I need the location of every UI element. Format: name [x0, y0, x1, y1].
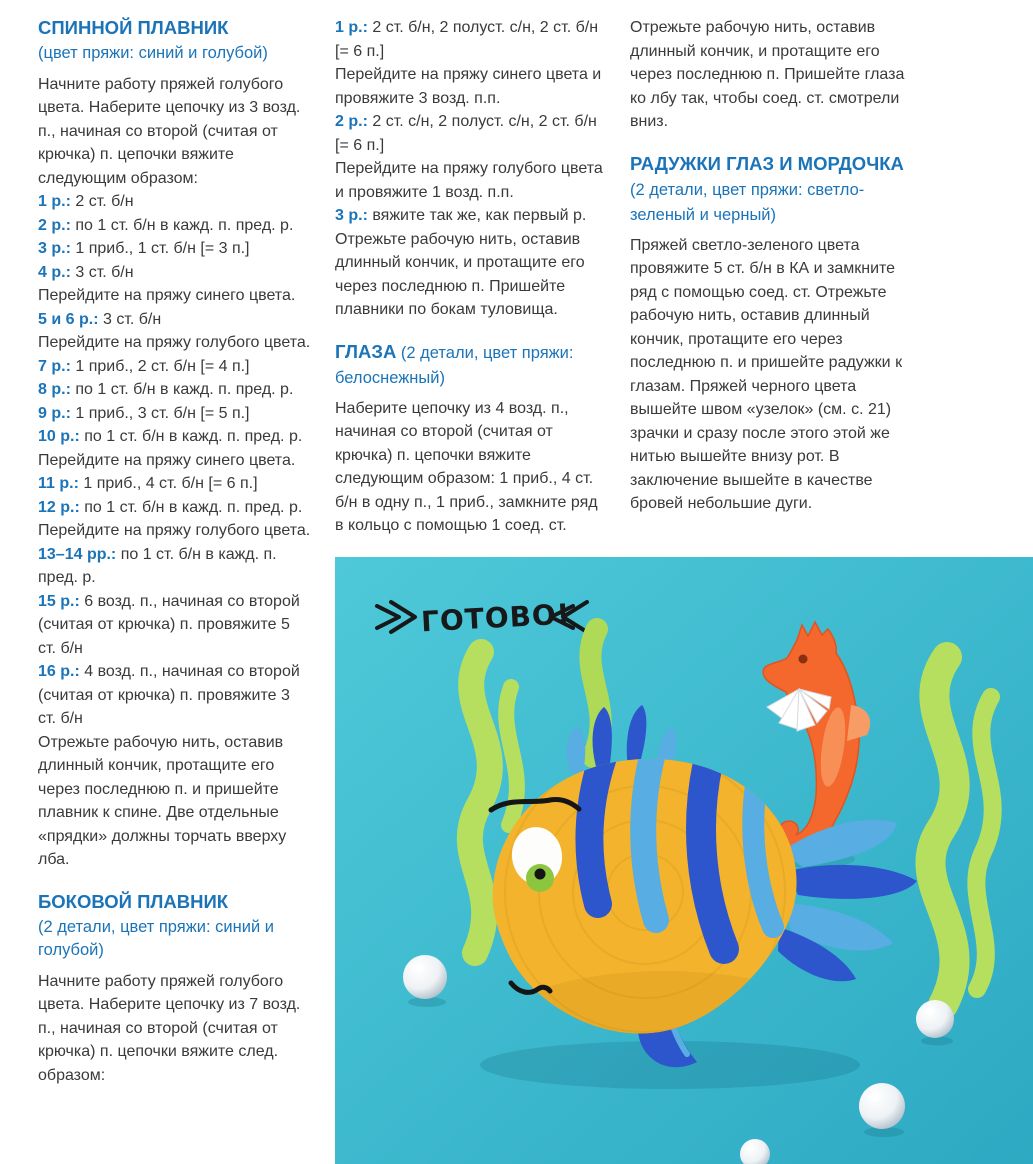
pattern-step	[38, 543, 311, 590]
step-label: 5 и 6 р.:	[38, 310, 103, 328]
finished-toy-photo-image	[335, 557, 1033, 1164]
pattern-step	[335, 110, 608, 157]
paragraph: Наберите цепочку из 4 возд. п., начиная со второй (считая от крючка) п. цепочки вяжите следующим образом: 1 приб., 4 ст. б/н в одну п., 1 приб., замкните ряд в кольцо с помощью 1 соед. ст.	[335, 399, 598, 534]
gotovo-text: ГОТОВО!	[420, 597, 572, 639]
step-label: 12 р.:	[38, 498, 85, 516]
pattern-step	[38, 496, 311, 520]
step-label: 1 р.:	[38, 193, 76, 210]
step-text: 2 ст. с/н, 2 полуст. с/н, 2 ст. б/н [= 6 п.]	[335, 113, 597, 154]
step-text: 1 приб., 4 ст. б/н [= 6 п.]	[83, 475, 258, 492]
step-text: 6 возд. п., начиная со второй (считая от крючка) п. провяжите 5 ст. б/н	[38, 592, 300, 657]
pattern-step	[38, 472, 311, 496]
paragraph: Отрежьте рабочую нить, оставив длинный кончик, и протащите его через последнюю п. Пришейте плавники по бокам туловища.	[335, 230, 585, 318]
step-text: 1 приб., 2 ст. б/н [= 4 п.]	[75, 357, 250, 375]
step-label: 3 р.:	[38, 240, 76, 257]
step-text: 3 ст. б/н	[75, 263, 134, 281]
step-text: 1 приб., 1 ст. б/н [= 3 п.]	[75, 240, 250, 257]
step-label: 3 р.:	[335, 207, 373, 224]
section-subheading: (цвет пряжи: синий и голубой)	[38, 44, 268, 62]
section-subheading: (2 детали, цвет пряжи: синий и голубой)	[38, 917, 274, 959]
step-text: 4 возд. п., начиная со второй (считая от крючка) п. провяжите 3 ст. б/н	[38, 663, 300, 727]
pattern-step	[38, 590, 311, 661]
paragraph: Начните работу пряжей голубого цвета. Наберите цепочку из 7 возд. п., начиная со второй (считая от крючка) п. цепочки вяжите след. образом:	[38, 972, 301, 1084]
step-text: 3 ст. б/н	[102, 310, 162, 328]
step-text: вяжите так же, как первый р.	[372, 207, 587, 224]
section-heading-title: ГЛАЗА	[335, 340, 397, 362]
section-heading-title: РАДУЖКИ ГЛАЗ И МОРДОЧКА	[630, 152, 904, 174]
pattern-step	[335, 16, 608, 63]
section-heading-subtitle: (2 детали, цвет пряжи: белоснежный)	[335, 343, 574, 387]
step-label: 10 р.:	[38, 428, 85, 445]
step-label: 9 р.:	[38, 404, 76, 422]
seahorse-eye	[799, 655, 808, 664]
step-text: по 1 ст. б/н в кажд. п. пред. р.	[38, 545, 277, 586]
step-label: 2 р.:	[38, 216, 76, 234]
pattern-step	[38, 425, 311, 449]
section-heading	[630, 152, 908, 227]
column-3	[630, 16, 908, 516]
paragraph: Начните работу пряжей голубого цвета. Наберите цепочку из 3 возд. п., начиная со второй (считая от крючка) п. цепочки вяжите следующим образом:	[38, 75, 301, 187]
step-label: 2 р.:	[335, 113, 373, 130]
paragraph: Перейдите на пряжу синего цвета.	[38, 451, 296, 469]
step-label: 7 р.:	[38, 357, 76, 375]
pattern-step	[38, 214, 311, 238]
paragraph: Отрежьте рабочую нить, оставив длинный кончик, и протащите его через последнюю п. Пришейте глаза ко лбу так, чтобы соед. ст. смотрели вниз.	[630, 19, 905, 130]
pattern-step	[38, 660, 311, 731]
finished-toy-photo	[335, 557, 1033, 1164]
step-text: 1 приб., 3 ст. б/н [= 5 п.]	[75, 404, 250, 422]
column-2	[335, 16, 608, 538]
pattern-step	[38, 378, 311, 402]
step-label: 1 р.:	[335, 19, 373, 36]
section-heading: СПИННОЙ ПЛАВНИК	[38, 17, 229, 38]
fish-pupil	[535, 869, 546, 880]
step-text: по 1 ст. б/н в кажд. п. пред. р.	[75, 381, 294, 398]
step-label: 11 р.:	[38, 475, 84, 492]
step-label: 16 р.:	[38, 663, 85, 680]
paragraph: Перейдите на пряжу голубого цвета и провяжите 1 возд. п.п.	[335, 160, 603, 201]
section-heading: БОКОВОЙ ПЛАВНИК	[38, 890, 229, 912]
column-1	[38, 16, 311, 1087]
step-label: 8 р.:	[38, 381, 76, 398]
paragraph: Перейдите на пряжу голубого цвета.	[38, 522, 311, 539]
step-text: по 1 ст. б/н в кажд. п. пред. р.	[75, 216, 294, 234]
pattern-step	[335, 204, 608, 228]
pattern-step	[38, 308, 311, 332]
section-heading-subtitle: (2 детали, цвет пряжи: светло-зеленый и черный)	[630, 180, 865, 224]
step-label: 15 р.:	[38, 592, 85, 610]
pattern-step	[38, 261, 311, 285]
paragraph: Перейдите на пряжу синего цвета.	[38, 287, 296, 304]
paragraph: Отрежьте рабочую нить, оставив длинный кончик, протащите его через последнюю п. и пришейте плавник к спине. Две отдельные «прядки» должны торчать вверху лба.	[38, 733, 287, 868]
section-heading	[335, 340, 608, 390]
pattern-step	[38, 237, 311, 261]
pattern-step	[38, 355, 311, 379]
step-text: 2 ст. б/н	[75, 193, 134, 210]
step-label: 13–14 рр.:	[38, 545, 121, 563]
pattern-step	[38, 402, 311, 426]
pattern-step	[38, 190, 311, 214]
step-text: 2 ст. б/н, 2 полуст. с/н, 2 ст. б/н [= 6 п.]	[335, 19, 599, 60]
step-text: по 1 ст. б/н в кажд. п. пред. р.	[84, 428, 303, 445]
paragraph: Пряжей светло-зеленого цвета провяжите 5 ст. б/н в КА и замкните ряд с помощью соед. ст. Отрежьте рабочую нить, оставив длинный кончик, протащите его через последнюю п. и пришейте радужки к глазам. Пряжей черного цвета вышейте швом «узелок» (см. с. 21) зрачки и сразу после этого этой же нитью вышейте внизу рот. В заключение вышейте в качестве бровей небольшие дуги.	[630, 236, 903, 512]
step-label: 4 р.:	[38, 263, 76, 281]
paragraph: Перейдите на пряжу синего цвета и провяжите 3 возд. п.п.	[335, 66, 602, 107]
paragraph: Перейдите на пряжу голубого цвета.	[38, 334, 311, 351]
step-text: по 1 ст. б/н в кажд. п. пред. р.	[84, 498, 303, 516]
